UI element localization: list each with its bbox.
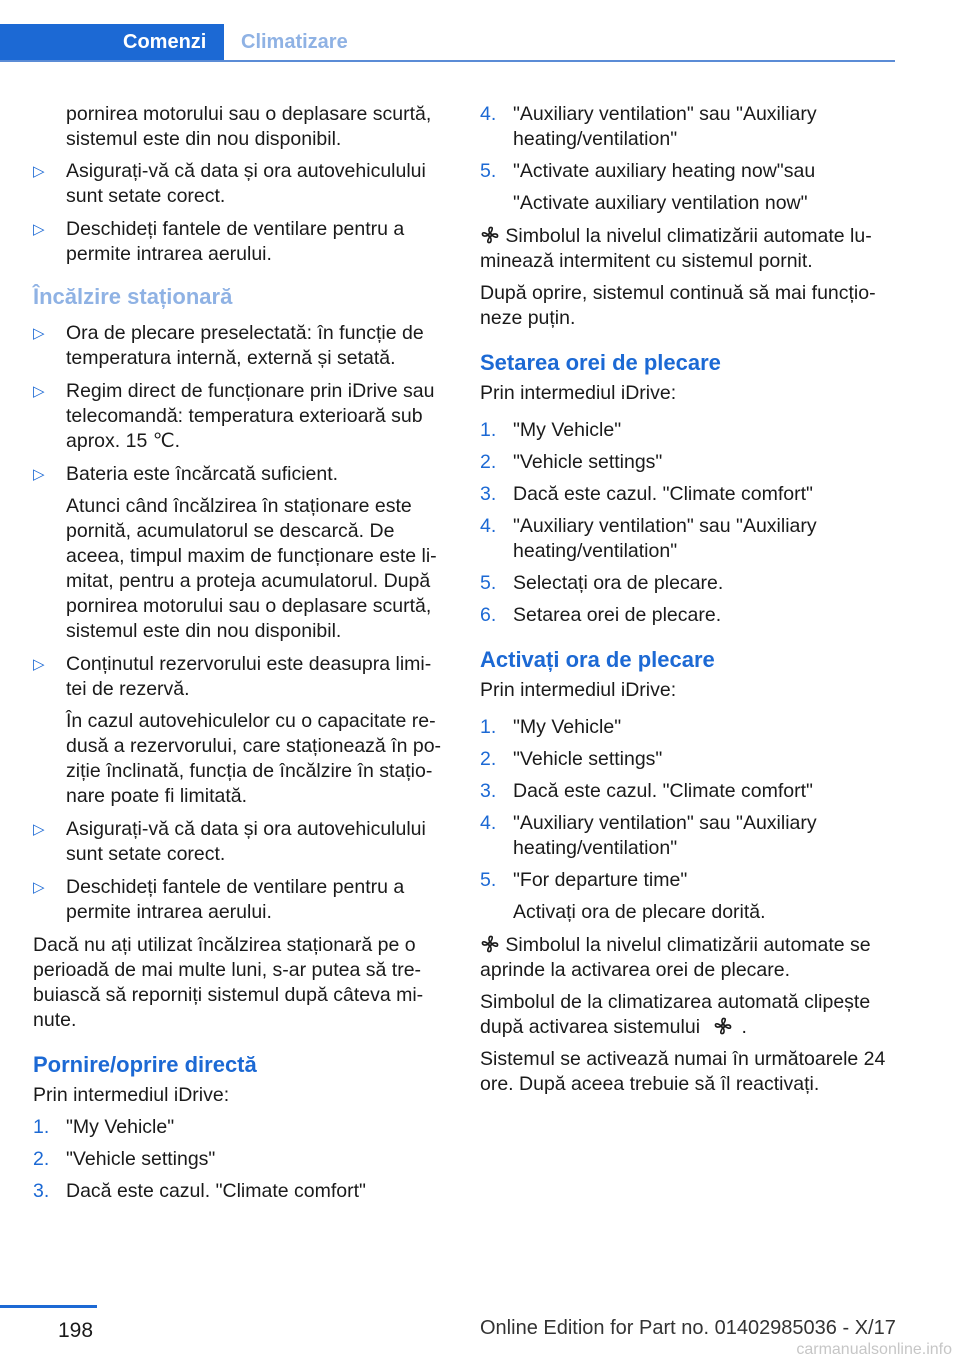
step-item [480,747,898,772]
step-number: 5. [480,160,497,182]
list-item [33,875,451,925]
right-column [480,102,898,1104]
steps-direct [33,1115,451,1204]
step-text: "Vehicle settings" [66,1148,216,1170]
step-text: "Auxiliary ventilation" sau "Auxiliary heating/ventilation" [513,812,817,859]
symbol-flash-end: . [741,1016,747,1038]
list-item-text: Deschideți fantele de ventilare pentru a permite intrarea aerului. [66,876,405,923]
step-item [33,1147,451,1172]
step-text: "My Vehicle" [513,419,622,441]
list-item-text: Deschideți fantele de ventilare pentru a permite intrarea aerului. [66,218,405,265]
via-idrive: Prin intermediul iDrive: [33,1084,230,1106]
heading-set-departure: Setarea orei de plecare [480,350,721,375]
list-item-subtext: În cazul autovehiculelor cu o capacitate re-dusă a rezervorului, care staționează în po-ziție înclinată, funcția de încălzire în stațio-nare poate fi limitată. [66,710,442,807]
list-item-text: Bateria este încărcată suficient. [66,463,339,485]
step-item [480,571,898,596]
step-number: 6. [480,604,497,626]
step-item [480,418,898,443]
step-number: 5. [480,869,497,891]
list-item-text: Conținutul rezervorului este deasupra limi-tei de rezervă. [66,653,432,700]
step-number: 2. [33,1148,50,1170]
step-text: "Vehicle settings" [513,748,663,770]
step-text: "Vehicle settings" [513,451,663,473]
page-number: 198 [58,1319,94,1342]
symbol-flash-text: Simbolul de la climatizarea automată clipește după activarea sistemului [480,991,871,1038]
bullet-list-stationary [33,321,451,925]
step-text: "Auxiliary ventilation" sau "Auxiliary heating/ventilation" [513,515,817,562]
step-number: 1. [33,1116,50,1138]
step-item [480,514,898,564]
step-number: 1. [480,716,497,738]
via-idrive: Prin intermediul iDrive: [480,382,677,404]
triangle-bullet-icon: ▷ [33,325,45,342]
symbol-lights-text: Simbolul la nivelul climatizării automate se aprinde la activarea orei de plecare. [480,934,871,981]
list-item [33,217,451,267]
step-text: "My Vehicle" [513,716,622,738]
step-text: "Auxiliary ventilation" sau "Auxiliary heating/ventilation" [513,103,817,150]
step-number: 5. [480,572,497,594]
step-text: "Activate auxiliary heating now"sau [513,160,816,182]
footer-edition: Online Edition for Part no. 01402985036 - X/17 [480,1317,896,1339]
step-item [480,159,898,216]
triangle-bullet-icon: ▷ [33,656,45,673]
step-text: Dacă este cazul. "Climate comfort" [513,780,813,802]
list-item [33,652,451,809]
fan-icon [480,225,500,245]
triangle-bullet-icon: ▷ [33,163,45,180]
step-number: 3. [480,483,497,505]
step-item [480,811,898,861]
after-stop-note: După oprire, sistemul continuă să mai funcțio-neze puțin. [480,282,876,329]
list-item [33,321,451,371]
heading-stationary-heating: Încălzire staționară [33,284,233,309]
list-item-text: Asigurați-vă că data și ora autovehiculului sunt setate corect. [66,160,426,207]
list-item [33,817,451,867]
bullet-list-top [33,159,451,267]
step-number: 2. [480,451,497,473]
via-idrive: Prin intermediul iDrive: [480,679,677,701]
activates-24h-note: Sistemul se activează numai în următoarele 24 ore. După aceea trebuie să îl reactivați. [480,1048,886,1095]
triangle-bullet-icon: ▷ [33,383,45,400]
step-item [480,102,898,152]
step-number: 4. [480,103,497,125]
fan-icon [713,1016,733,1036]
list-item-text: Asigurați-vă că data și ora autovehiculului sunt setate corect. [66,818,426,865]
symbol-lights-note [480,933,898,983]
fan-icon [480,934,500,954]
footer-watermark: carmanualsonline.info [796,1341,952,1358]
step-item [480,482,898,507]
left-column [33,102,451,1218]
step-text: Dacă este cazul. "Climate comfort" [66,1180,366,1202]
step-item [33,1179,451,1204]
tab-comenzi[interactable]: Comenzi [0,24,224,61]
heading-activate-departure: Activați ora de plecare [480,647,715,672]
intro-continuation: pornirea motorului sau o deplasare scurtă, sistemul este din nou disponibil. [66,103,432,150]
page-header [0,24,895,62]
step-text: Dacă este cazul. "Climate comfort" [513,483,813,505]
step-text: "My Vehicle" [66,1116,175,1138]
tab-climatizare[interactable]: Climatizare [241,31,348,53]
step-text: "For departure time" [513,869,688,891]
symbol-blink-text: Simbolul la nivelul climatizării automate lu-minează intermitent cu sistemul pornit. [480,225,872,272]
step-number: 2. [480,748,497,770]
step-number: 3. [480,780,497,802]
step-item [33,1115,451,1140]
footer-rule [0,1305,97,1308]
list-item [33,379,451,454]
step-item [480,603,898,628]
list-item-text: Regim direct de funcționare prin iDrive sau telecomandă: temperatura exterioară sub aprox. 15 ℃. [66,380,435,452]
triangle-bullet-icon: ▷ [33,821,45,838]
step-number: 3. [33,1180,50,1202]
step-item [480,868,898,925]
step-number: 4. [480,812,497,834]
step-number: 4. [480,515,497,537]
step-subtext: "Activate auxiliary ventilation now" [513,192,808,214]
triangle-bullet-icon: ▷ [33,879,45,896]
step-item [480,450,898,475]
symbol-blink-note [480,224,898,274]
step-subtext: Activați ora de plecare dorită. [513,901,766,923]
step-number: 1. [480,419,497,441]
triangle-bullet-icon: ▷ [33,221,45,238]
steps-direct-continued [480,102,898,216]
steps-set-departure [480,418,898,628]
heading-direct-start: Pornire/oprire directă [33,1052,257,1077]
step-text: Selectați ora de plecare. [513,572,724,594]
triangle-bullet-icon: ▷ [33,466,45,483]
paragraph-unused: Dacă nu ați utilizat încălzirea staționară pe o perioadă de mai multe luni, s-ar putea să tre-buiască să reporniți sistemul după câteva mi-nute. [33,934,424,1031]
list-item-text: Ora de plecare preselectată: în funcție de temperatura internă, externă și setată. [66,322,424,369]
step-text: Setarea orei de plecare. [513,604,722,626]
list-item [33,462,451,644]
symbol-flash-note [480,990,898,1040]
header-rule [0,60,895,62]
list-item [33,159,451,209]
list-item-subtext: Atunci când încălzirea în staționare este pornită, acumulatorul se descarcă. De aceea, timpul maxim de funcționare este li-mitat, pentru a proteja acumulatorul. După pornirea motorului sau o deplasare scurtă, sistemul este din nou disponibil. [66,495,437,642]
steps-activate-departure [480,715,898,925]
step-item [480,715,898,740]
step-item [480,779,898,804]
